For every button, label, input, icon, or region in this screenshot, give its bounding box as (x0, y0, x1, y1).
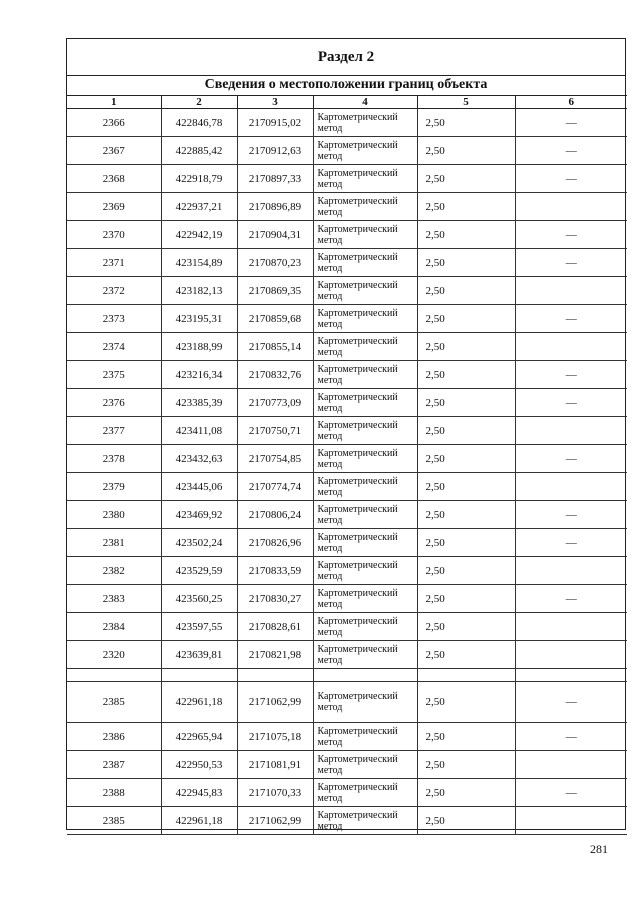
table-row (67, 751, 627, 779)
x-coordinate-cell: 423445,06 (161, 473, 237, 501)
x-coordinate-cell: 423469,92 (161, 501, 237, 529)
column-header-5: 5 (417, 96, 515, 109)
method-cell: Картометрический метод (313, 501, 417, 529)
method-cell: Картометрический метод (313, 445, 417, 473)
accuracy-cell: 2,50 (417, 501, 515, 529)
gap-cell (515, 669, 627, 682)
table-row (67, 585, 627, 613)
table-row (67, 249, 627, 277)
y-coordinate-cell: 2170828,61 (237, 613, 313, 641)
method-cell: Картометрический метод (313, 682, 417, 723)
table-row (67, 682, 627, 723)
y-coordinate-cell: 2170870,23 (237, 249, 313, 277)
table-row (67, 137, 627, 165)
point-number-cell: 2368 (67, 165, 161, 193)
method-cell: Картометрический метод (313, 613, 417, 641)
accuracy-cell: 2,50 (417, 557, 515, 585)
y-coordinate-cell: 2171075,18 (237, 723, 313, 751)
column-header-6: 6 (515, 96, 627, 109)
table-row (67, 333, 627, 361)
accuracy-cell: 2,50 (417, 585, 515, 613)
point-number-cell: 2373 (67, 305, 161, 333)
point-number-cell: 2378 (67, 445, 161, 473)
description-cell (515, 473, 627, 501)
y-coordinate-cell: 2170832,76 (237, 361, 313, 389)
section-subtitle: Сведения о местоположении границ объекта (67, 75, 625, 96)
point-number-cell: 2381 (67, 529, 161, 557)
table-body (67, 109, 627, 835)
y-coordinate-cell: 2170869,35 (237, 277, 313, 305)
description-cell: — (515, 165, 627, 193)
y-coordinate-cell: 2170904,31 (237, 221, 313, 249)
method-cell: Картометрический метод (313, 221, 417, 249)
description-cell: — (515, 585, 627, 613)
point-number-cell: 2369 (67, 193, 161, 221)
accuracy-cell: 2,50 (417, 109, 515, 137)
point-number-cell: 2387 (67, 751, 161, 779)
y-coordinate-cell: 2170773,09 (237, 389, 313, 417)
y-coordinate-cell: 2170833,59 (237, 557, 313, 585)
description-cell: — (515, 109, 627, 137)
point-number-cell: 2370 (67, 221, 161, 249)
method-cell: Картометрический метод (313, 137, 417, 165)
y-coordinate-cell: 2170826,96 (237, 529, 313, 557)
x-coordinate-cell: 422918,79 (161, 165, 237, 193)
x-coordinate-cell: 422950,53 (161, 751, 237, 779)
point-number-cell: 2385 (67, 682, 161, 723)
description-cell: — (515, 445, 627, 473)
x-coordinate-cell: 423182,13 (161, 277, 237, 305)
point-number-cell: 2380 (67, 501, 161, 529)
page-number: 281 (590, 842, 608, 856)
description-cell (515, 277, 627, 305)
x-coordinate-cell: 423502,24 (161, 529, 237, 557)
point-number-cell: 2371 (67, 249, 161, 277)
method-cell: Картометрический метод (313, 807, 417, 835)
point-number-cell: 2320 (67, 641, 161, 669)
accuracy-cell: 2,50 (417, 723, 515, 751)
table-row (67, 473, 627, 501)
method-cell: Картометрический метод (313, 585, 417, 613)
accuracy-cell: 2,50 (417, 682, 515, 723)
table-row (67, 445, 627, 473)
accuracy-cell: 2,50 (417, 249, 515, 277)
gap-cell (417, 669, 515, 682)
method-cell: Картометрический метод (313, 641, 417, 669)
table-row (67, 529, 627, 557)
y-coordinate-cell: 2171062,99 (237, 682, 313, 723)
y-coordinate-cell: 2170912,63 (237, 137, 313, 165)
y-coordinate-cell: 2170750,71 (237, 417, 313, 445)
accuracy-cell: 2,50 (417, 137, 515, 165)
table-row (67, 779, 627, 807)
column-header-1: 1 (67, 96, 161, 109)
point-number-cell: 2379 (67, 473, 161, 501)
method-cell: Картометрический метод (313, 779, 417, 807)
description-cell (515, 751, 627, 779)
accuracy-cell: 2,50 (417, 807, 515, 835)
header-row (67, 96, 627, 109)
description-cell (515, 417, 627, 445)
table-row (67, 417, 627, 445)
description-cell (515, 193, 627, 221)
method-cell: Картометрический метод (313, 193, 417, 221)
description-cell: — (515, 249, 627, 277)
method-cell: Картометрический метод (313, 361, 417, 389)
table-row (67, 221, 627, 249)
gap-cell (67, 669, 161, 682)
table-row (67, 277, 627, 305)
accuracy-cell: 2,50 (417, 613, 515, 641)
accuracy-cell: 2,50 (417, 417, 515, 445)
table-row (67, 193, 627, 221)
table-row (67, 109, 627, 137)
accuracy-cell: 2,50 (417, 751, 515, 779)
x-coordinate-cell: 423432,63 (161, 445, 237, 473)
table-row (67, 641, 627, 669)
x-coordinate-cell: 422885,42 (161, 137, 237, 165)
description-cell: — (515, 779, 627, 807)
point-number-cell: 2383 (67, 585, 161, 613)
description-cell (515, 807, 627, 835)
x-coordinate-cell: 423195,31 (161, 305, 237, 333)
method-cell: Картометрический метод (313, 333, 417, 361)
y-coordinate-cell: 2171062,99 (237, 807, 313, 835)
x-coordinate-cell: 423385,39 (161, 389, 237, 417)
gap-cell (313, 669, 417, 682)
description-cell (515, 333, 627, 361)
accuracy-cell: 2,50 (417, 333, 515, 361)
x-coordinate-cell: 422942,19 (161, 221, 237, 249)
column-header-2: 2 (161, 96, 237, 109)
accuracy-cell: 2,50 (417, 445, 515, 473)
column-header-4: 4 (313, 96, 417, 109)
method-cell: Картометрический метод (313, 473, 417, 501)
description-cell: — (515, 389, 627, 417)
table-row (67, 305, 627, 333)
x-coordinate-cell: 423560,25 (161, 585, 237, 613)
method-cell: Картометрический метод (313, 305, 417, 333)
table-row (67, 501, 627, 529)
point-number-cell: 2384 (67, 613, 161, 641)
x-coordinate-cell: 423188,99 (161, 333, 237, 361)
y-coordinate-cell: 2170830,27 (237, 585, 313, 613)
table-row (67, 723, 627, 751)
table-row (67, 165, 627, 193)
accuracy-cell: 2,50 (417, 305, 515, 333)
x-coordinate-cell: 423639,81 (161, 641, 237, 669)
y-coordinate-cell: 2170855,14 (237, 333, 313, 361)
accuracy-cell: 2,50 (417, 277, 515, 305)
table-row (67, 807, 627, 835)
x-coordinate-cell: 422937,21 (161, 193, 237, 221)
y-coordinate-cell: 2170859,68 (237, 305, 313, 333)
table-row (67, 557, 627, 585)
point-number-cell: 2386 (67, 723, 161, 751)
y-coordinate-cell: 2171081,91 (237, 751, 313, 779)
description-cell: — (515, 529, 627, 557)
description-cell (515, 641, 627, 669)
x-coordinate-cell: 423216,34 (161, 361, 237, 389)
table-row (67, 613, 627, 641)
method-cell: Картометрический метод (313, 529, 417, 557)
point-number-cell: 2388 (67, 779, 161, 807)
method-cell: Картометрический метод (313, 277, 417, 305)
table-row (67, 389, 627, 417)
y-coordinate-cell: 2170915,02 (237, 109, 313, 137)
x-coordinate-cell: 423411,08 (161, 417, 237, 445)
point-number-cell: 2375 (67, 361, 161, 389)
method-cell: Картометрический метод (313, 417, 417, 445)
method-cell: Картометрический метод (313, 723, 417, 751)
point-number-cell: 2377 (67, 417, 161, 445)
method-cell: Картометрический метод (313, 389, 417, 417)
accuracy-cell: 2,50 (417, 361, 515, 389)
method-cell: Картометрический метод (313, 751, 417, 779)
method-cell: Картометрический метод (313, 109, 417, 137)
description-cell: — (515, 305, 627, 333)
y-coordinate-cell: 2170896,89 (237, 193, 313, 221)
accuracy-cell: 2,50 (417, 165, 515, 193)
y-coordinate-cell: 2171070,33 (237, 779, 313, 807)
gap-cell (161, 669, 237, 682)
x-coordinate-cell: 423597,55 (161, 613, 237, 641)
x-coordinate-cell: 422965,94 (161, 723, 237, 751)
y-coordinate-cell: 2170754,85 (237, 445, 313, 473)
accuracy-cell: 2,50 (417, 389, 515, 417)
point-number-cell: 2382 (67, 557, 161, 585)
description-cell: — (515, 682, 627, 723)
gap-cell (237, 669, 313, 682)
method-cell: Картометрический метод (313, 557, 417, 585)
x-coordinate-cell: 422846,78 (161, 109, 237, 137)
section-title: Раздел 2 (67, 39, 625, 76)
x-coordinate-cell: 422945,83 (161, 779, 237, 807)
point-number-cell: 2367 (67, 137, 161, 165)
description-cell: — (515, 361, 627, 389)
y-coordinate-cell: 2170897,33 (237, 165, 313, 193)
x-coordinate-cell: 423529,59 (161, 557, 237, 585)
boundary-table (67, 95, 627, 835)
method-cell: Картометрический метод (313, 165, 417, 193)
x-coordinate-cell: 422961,18 (161, 807, 237, 835)
table-row (67, 361, 627, 389)
description-cell: — (515, 221, 627, 249)
point-number-cell: 2372 (67, 277, 161, 305)
description-cell: — (515, 501, 627, 529)
point-number-cell: 2374 (67, 333, 161, 361)
x-coordinate-cell: 423154,89 (161, 249, 237, 277)
description-cell (515, 557, 627, 585)
y-coordinate-cell: 2170806,24 (237, 501, 313, 529)
description-cell (515, 613, 627, 641)
accuracy-cell: 2,50 (417, 779, 515, 807)
point-number-cell: 2376 (67, 389, 161, 417)
table-frame (66, 38, 626, 830)
column-header-3: 3 (237, 96, 313, 109)
method-cell: Картометрический метод (313, 249, 417, 277)
x-coordinate-cell: 422961,18 (161, 682, 237, 723)
accuracy-cell: 2,50 (417, 473, 515, 501)
accuracy-cell: 2,50 (417, 529, 515, 557)
table-gap-row (67, 669, 627, 682)
point-number-cell: 2385 (67, 807, 161, 835)
y-coordinate-cell: 2170821,98 (237, 641, 313, 669)
accuracy-cell: 2,50 (417, 641, 515, 669)
description-cell: — (515, 137, 627, 165)
accuracy-cell: 2,50 (417, 193, 515, 221)
description-cell: — (515, 723, 627, 751)
accuracy-cell: 2,50 (417, 221, 515, 249)
y-coordinate-cell: 2170774,74 (237, 473, 313, 501)
point-number-cell: 2366 (67, 109, 161, 137)
